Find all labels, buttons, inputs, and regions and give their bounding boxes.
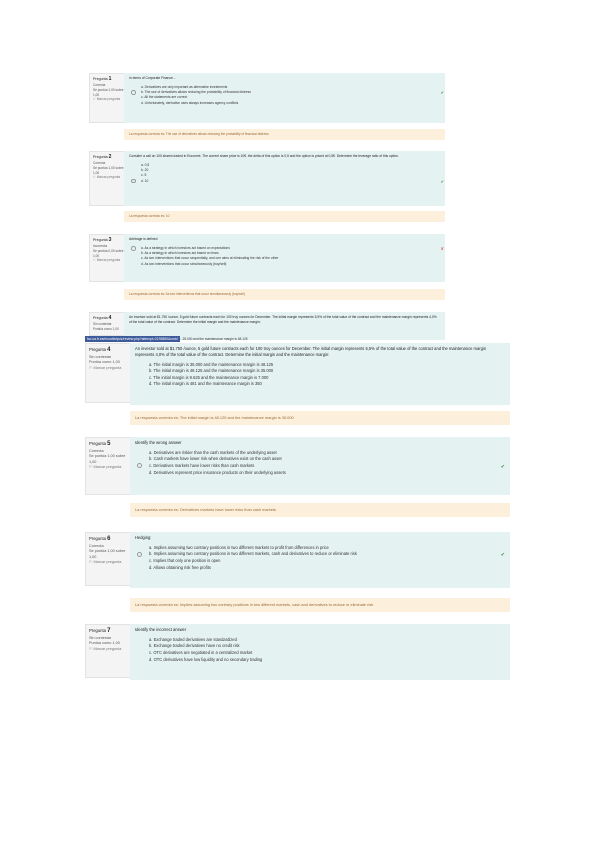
question-content xyxy=(130,532,510,588)
check-icon: ✔ xyxy=(500,552,505,559)
question-label: Pregunta xyxy=(93,77,108,81)
flag-icon: ⚐ xyxy=(89,365,93,370)
answer-option[interactable]: b. The use of derivatives allows reducing the probability of financial distress ✔ xyxy=(129,90,444,95)
question-info: Pregunta 7 Sin contestar Puntúa como 1,00 ⚐ Marcar pregunta xyxy=(85,624,135,678)
option-fragment: ...25.000 and the maintenance margin is 48.125 xyxy=(180,337,248,341)
flag-question-button[interactable]: ⚐ Marcar pregunta xyxy=(93,258,121,263)
flag-icon: ⚐ xyxy=(89,646,93,651)
answer-option[interactable]: c. Derivatives markets have lower risks than cash markets ✔ xyxy=(135,463,505,470)
flag-question-button[interactable]: ⚐ Marcar pregunta xyxy=(89,560,122,565)
question-content xyxy=(124,73,445,123)
flag-question-button[interactable]: ⚐ Marcar pregunta xyxy=(89,646,122,651)
question-state: Correcta xyxy=(93,83,106,88)
question-content xyxy=(130,624,510,680)
answer-option[interactable]: d. Derivatives represent price insurance products on their underlying assets xyxy=(149,469,286,475)
radio-icon[interactable] xyxy=(137,463,142,468)
question-score: Se puntúa 1,00 sobre 1,00 xyxy=(93,165,124,175)
answer-option[interactable]: b. Exchange traded derivatives have no credit risk xyxy=(149,643,240,649)
question-info: Pregunta 5 Correcta Se puntúa 1,00 sobre 1,00 ⚐ Marcar pregunta xyxy=(85,437,135,495)
question-score: Puntúa como 1,00 xyxy=(89,641,120,646)
question-score: Puntúa como 1,00 xyxy=(89,360,120,365)
question-state: Sin contestar xyxy=(89,354,112,359)
radio-icon[interactable] xyxy=(131,90,136,95)
flag-icon: ⚐ xyxy=(93,175,96,180)
answer-option[interactable]: a. 0,5 xyxy=(141,162,150,167)
question-text: Arbitrage is defined xyxy=(129,237,158,241)
question-text: Identify the wrong answer xyxy=(135,440,182,445)
answer-option[interactable]: c. OTC derivatives are negotiated in a centralized market xyxy=(149,650,253,656)
answer-option[interactable]: a. Exchange traded derivatives are standardized xyxy=(149,636,237,642)
radio-icon[interactable] xyxy=(131,246,136,251)
answer-option[interactable]: c. The initial margin is 9.625 and the maintenance margin is 7.000 xyxy=(149,374,269,380)
answer-option[interactable]: b. As a strategy in which investors act based on fears xyxy=(141,251,219,256)
check-icon: ✔ xyxy=(500,464,505,471)
question-text: An investor sold at $1.750 /ounce, 5 gold future contracts each for 100 troy ounces for December. The initial margin represents 5,5% of the total value of the contract and the maintenance margin represents 4,0% of the total value of the contract. Determine the initial margin and the maintenance margin: xyxy=(129,315,437,324)
question-content xyxy=(124,234,445,282)
question-state: Correcta xyxy=(89,448,104,453)
answer-option[interactable]: a. Derivatives are riskier than the cash markets of the underlying asset xyxy=(149,449,277,455)
feedback-correct-answer: La respuesta correcta es: Derivatives markets have lower risks than cash markets xyxy=(130,503,510,517)
flag-icon: ⚐ xyxy=(93,258,96,263)
flag-question-button[interactable]: ⚐ Marcar pregunta xyxy=(89,365,122,370)
flag-question-button[interactable]: ⚐ Marcar pregunta xyxy=(93,175,121,180)
answer-option[interactable]: d. Unfortunately, derivative uses always increases agency conflicts xyxy=(141,100,239,105)
question-info: Pregunta 4 Sin contestar Puntúa como 1,00 ⚐ Marcar pregunta xyxy=(85,343,135,403)
check-icon: ✔ xyxy=(440,90,444,96)
question-text: Hedging: xyxy=(135,535,152,540)
question-info: Pregunta 3 Incorrecta Se puntúa 0,00 sobre 1,00 ⚐ Marcar pregunta xyxy=(89,234,131,282)
question-content xyxy=(130,343,510,405)
question-text: Identify the incorrect answer xyxy=(135,627,187,632)
answer-option[interactable]: a. The initial margin is 35.000 and the maintenance margin is 48.125 xyxy=(149,361,274,367)
flag-icon: ⚐ xyxy=(89,560,93,565)
question-info: Pregunta 2 Correcta Se puntúa 1,00 sobre 1,00 ⚐ Marcar pregunta xyxy=(89,151,131,206)
flag-question-button[interactable]: ⚐ Marcar pregunta xyxy=(93,97,121,102)
question-text: Consider a call on 100 shares traded in Euronext. The current share price is 10€, the delta of this option is 0,5 and the option is priced at 0,5€. Determine the leverage ratio of this option. xyxy=(129,154,399,158)
question-state: Correcta xyxy=(93,161,106,166)
question-text: In terms of Corporate Finance... xyxy=(129,76,176,80)
question-content xyxy=(130,437,510,495)
radio-icon[interactable] xyxy=(137,552,142,557)
answer-option[interactable]: a. As a strategy in which investors act based on expectations ✘ xyxy=(129,246,444,251)
answer-option[interactable]: c. All the statements are correct xyxy=(141,95,188,100)
answer-option[interactable]: d. As two interventions that occur simultaneously (buy/sell) xyxy=(141,261,227,266)
answer-option[interactable]: b. Implies assuming two contrary positions in two different markets, cash and derivatives to reduce or eliminate risk ✔ xyxy=(135,551,505,558)
answer-option[interactable]: d. 10 ✔ xyxy=(129,179,444,184)
question-info: Pregunta 6 Correcta Se puntúa 1,00 sobre 1,00 ⚐ Marcar pregunta xyxy=(85,532,135,586)
feedback-correct-answer: La respuesta correcta es: As two interventions that occur simultaneously (buy/sell) xyxy=(124,289,445,300)
flag-question-button[interactable]: ⚐ Marcar pregunta xyxy=(89,465,122,470)
question-text: An investor sold at $1.750 /ounce, 5 gold future contracts each for 100 troy ounces for December. The initial margin represents 5,5% of the total value of the contract and the maintenance margin represents 4,0% of the total value of the contract. Determine the initial margin and the maintenance margin: xyxy=(135,346,487,357)
answer-option[interactable]: b. The initial margin is 48.125 and the maintenance margin is 35.000 xyxy=(149,368,274,374)
feedback-correct-answer: La respuesta correcta es: 10 xyxy=(124,211,445,222)
check-icon: ✔ xyxy=(440,178,444,184)
url-tooltip: fsc.ua.fr.es/moodle/quiz/review.php?attempt=2195850&cmid xyxy=(87,337,178,341)
question-content xyxy=(124,151,445,206)
question-number: 1 xyxy=(108,76,112,82)
question-info: Pregunta 4 Sin contestar Puntúa como 1,00 xyxy=(89,312,131,336)
answer-option[interactable]: a. Implies assuming two contrary positions in two different markets to profit from differences in price xyxy=(149,544,329,550)
question-score: Se puntúa 1,00 sobre 1,00 xyxy=(89,454,126,464)
question-score: Se puntúa 0,00 sobre 1,00 xyxy=(93,248,124,258)
answer-option[interactable]: c. As two interventions that occur sequentially, and one aims at eliminating the risk of the other xyxy=(141,256,279,261)
question-state: Sin contestar xyxy=(89,635,112,640)
radio-icon[interactable] xyxy=(131,179,136,184)
question-state: Sin contestar xyxy=(93,322,112,327)
cross-icon: ✘ xyxy=(440,245,444,251)
answer-option[interactable]: c. Implies that only one position is open xyxy=(149,558,221,564)
flag-icon: ⚐ xyxy=(89,465,93,470)
feedback-correct-answer: La respuesta correcta es: The use of derivatives allows reducing the probability of financial distress xyxy=(124,129,445,140)
question-score: Puntúa como 1,00 xyxy=(93,326,119,331)
feedback-correct-answer: La respuesta correcta es: Implies assuming two contrary positions in two different markets, cash and derivatives to reduce or eliminate risk xyxy=(130,598,510,612)
answer-option[interactable]: b. 20 xyxy=(141,168,149,173)
answer-option[interactable]: c. 5 xyxy=(141,173,147,178)
answer-option[interactable]: d. The initial margin is 481 and the maintenance margin is 350 xyxy=(149,381,262,387)
flag-icon: ⚐ xyxy=(93,97,96,102)
question-score: Se puntúa 1,00 sobre 1,00 xyxy=(93,87,124,97)
answer-option[interactable]: d. Allows obtaining risk free profits xyxy=(149,564,211,570)
question-state: Correcta xyxy=(89,543,104,548)
answer-option[interactable]: d. OTC derivatives have low liquidity and no secondary trading xyxy=(149,656,263,662)
feedback-correct-answer: La respuesta correcta es: The initial margin is 48.125 and the maintenance margin is 35.000 xyxy=(130,411,510,425)
answer-option[interactable]: a. Derivatives are only important as alternative investments xyxy=(141,84,228,89)
question-score: Se puntúa 1,00 sobre 1,00 xyxy=(89,549,126,559)
question-state: Incorrecta xyxy=(93,244,108,249)
answer-option[interactable]: b. Cash markets have lower risk when derivatives exist on the cash asset xyxy=(149,456,282,462)
